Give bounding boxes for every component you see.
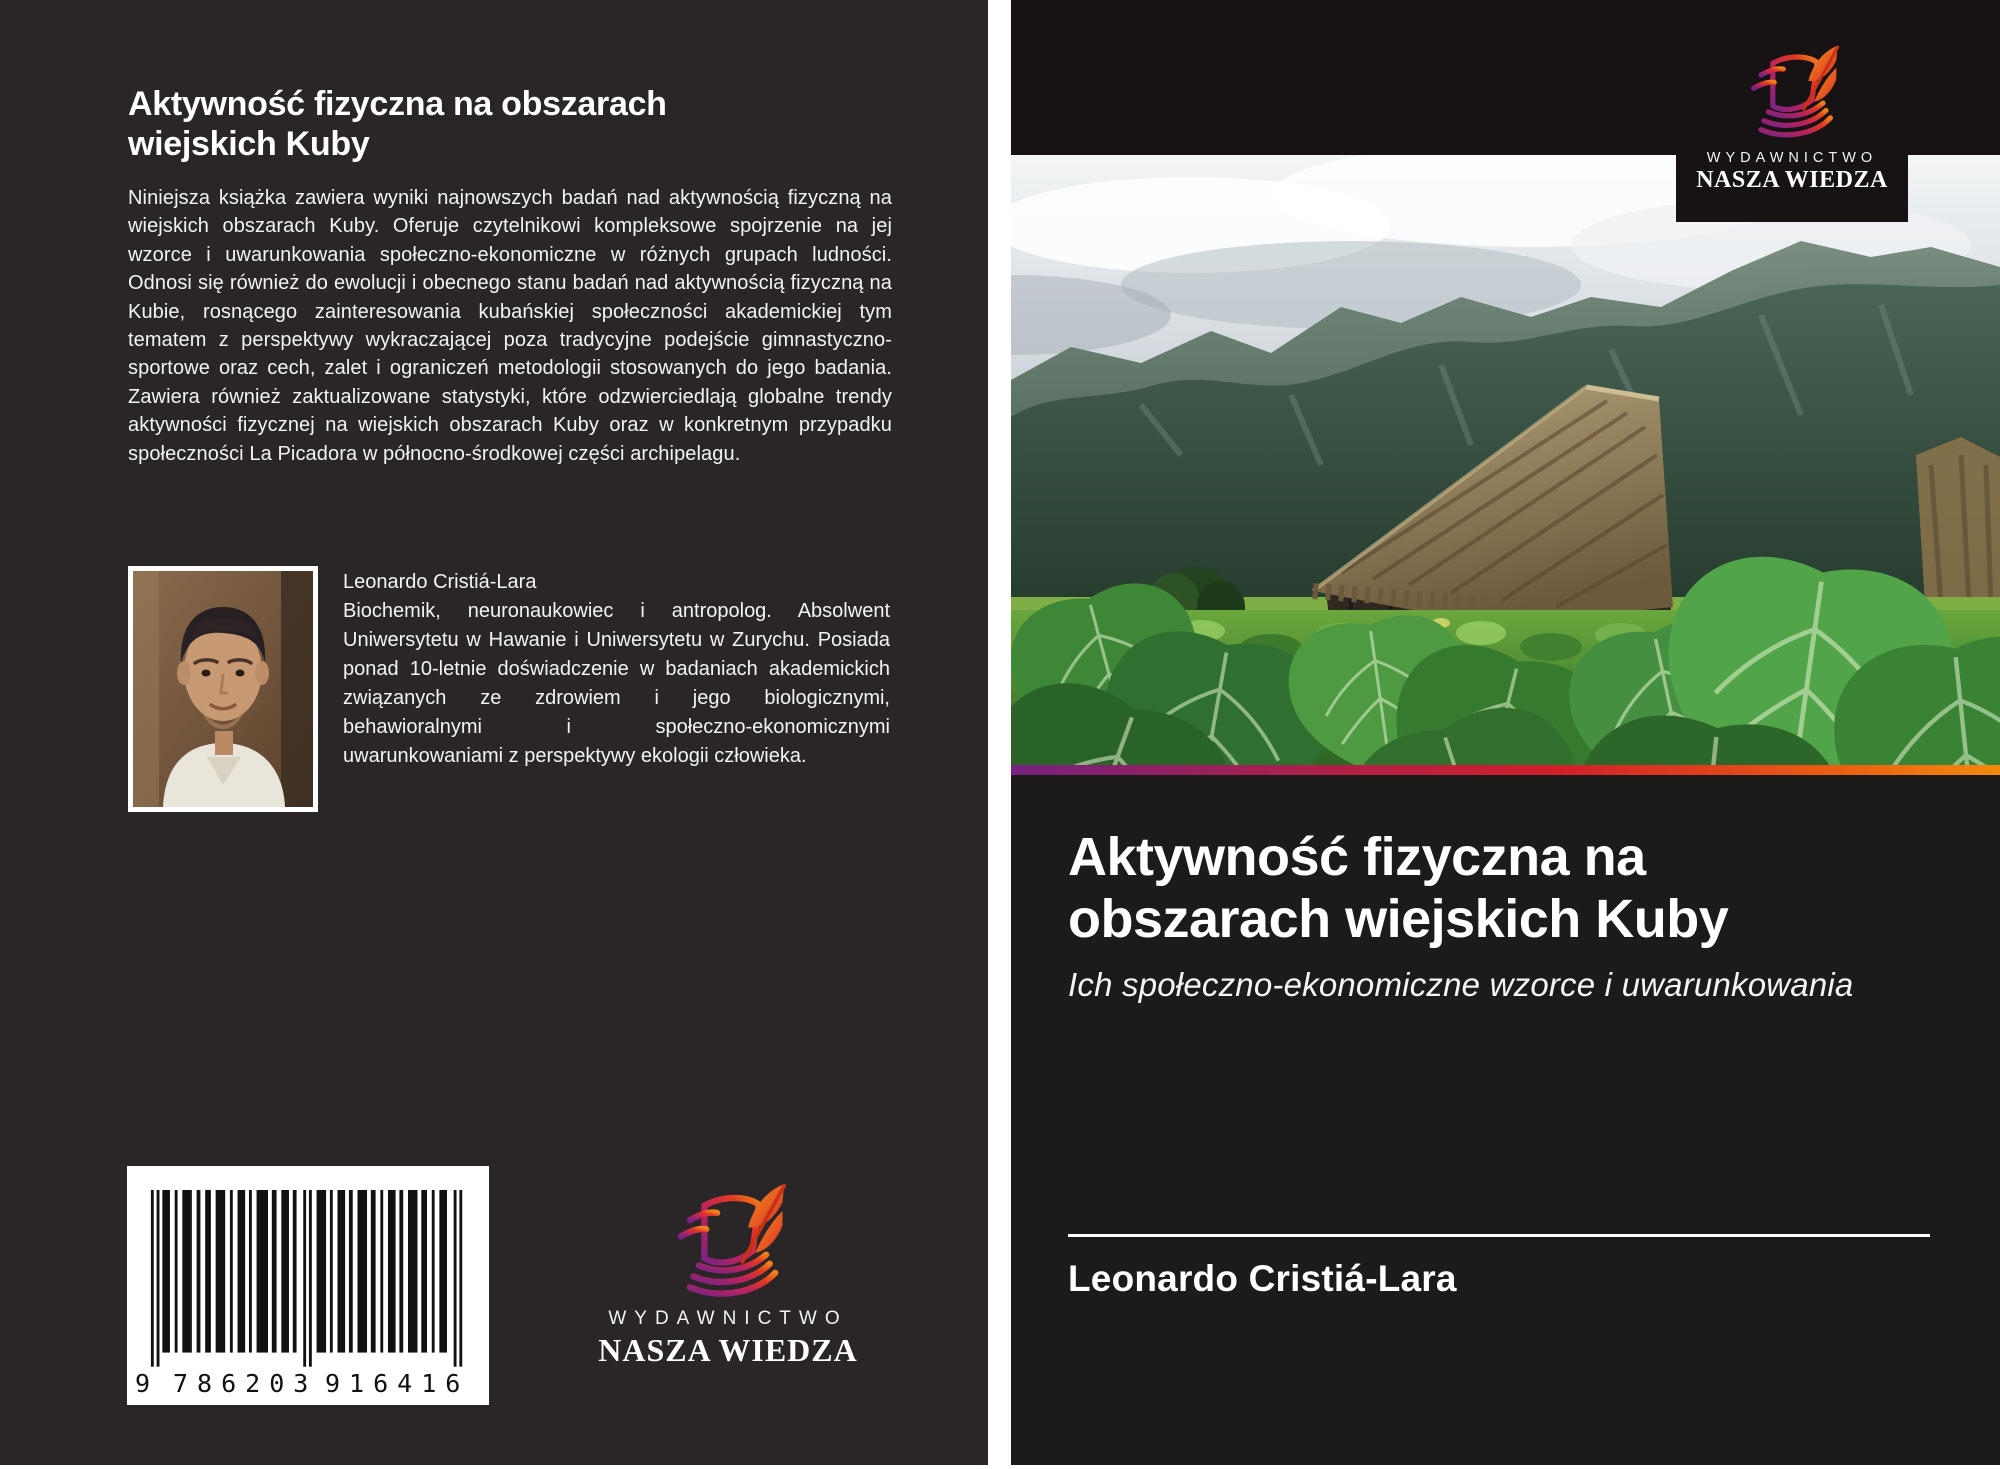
author-bio-text: Biochemik, neuronaukowiec i antropolog. Absolwent Uniwersytetu w Hawanie i Uniwersytetu w Zurychu. Posiada ponad 10-letnie doświadczenie w badaniach akademickich związanych ze zdrowiem i jego biologicznymi, behawioralnymi i społeczno-ekonomicznymi uwarunkowaniami z perspektywy ekologii człowieka. [343,600,890,767]
author-bio-block [343,568,890,771]
author-photo [128,566,318,812]
barcode-bars [149,1190,467,1372]
front-cover-subtitle: Ich społeczno-ekonomiczne wzorce i uwarunkowania [1068,966,1854,1003]
barcode-digit-group2: 916416 [325,1369,470,1398]
bottom-edge-strip [0,1465,2000,1469]
publisher-logo-front [1676,0,1908,222]
front-cover [1011,0,2000,1469]
isbn-barcode [127,1166,489,1405]
accent-gradient-stripe [1011,765,2000,775]
spine-gap [988,0,1011,1469]
author-divider-rule [1068,1234,1930,1237]
publisher-name-line2: NASZA WIEDZA [1696,167,1888,193]
back-cover [0,0,988,1469]
publisher-name-line1: WYDAWNICTWO [1706,150,1878,166]
publisher-logo-back [578,1182,878,1369]
author-portrait-illustration [133,571,313,807]
front-cover-title: Aktywność fizyczna na obszarach wiejskich Kuby [1068,827,1729,949]
publisher-book-feather-icon [1733,44,1851,140]
barcode-digit-prefix: 9 [135,1369,151,1398]
cover-photo-vinales-field [1011,155,2000,765]
author-bio-name: Leonardo Cristiá-Lara [343,571,537,593]
publisher-book-feather-icon [653,1182,803,1300]
publisher-name-line2: NASZA WIEDZA [598,1332,858,1368]
back-cover-title: Aktywność fizyczna na obszarach wiejskich Kuby [128,85,667,163]
barcode-digit-group1: 786203 [173,1369,318,1398]
front-cover-author: Leonardo Cristiá-Lara [1068,1258,1457,1299]
publisher-name-line1: WYDAWNICTWO [608,1308,848,1329]
barcode-digits [127,1368,489,1398]
back-cover-description: Niniejsza książka zawiera wyniki najnowszych badań nad aktywnością fizyczną na wiejskich obszarach Kuby. Oferuje czytelnikowi kompleksowe spojrzenie na jej wzorce i uwarunkowania społeczno-ekonomiczne w różnych grupach ludności. Odnosi się również do ewolucji i obecnego stanu badań nad aktywnością fizyczną na Kubie, rosnącego zainteresowania kubańskiej społeczności akademickiej tym tematem z perspektywy wykraczającej poza tradycyjne podejście gimnastyczno-sportowe oraz cech, zalet i ograniczeń metodologii stosowanych do jego badania. Zawiera również zaktualizowane statystyki, które odzwierciedlają globalne trendy aktywności fizycznej na wiejskich obszarach Kuby oraz w konkretnym przypadku społeczności La Picadora w północno-środkowej części archipelagu. [128,187,892,465]
cover-photo-illustration [1011,155,2000,765]
